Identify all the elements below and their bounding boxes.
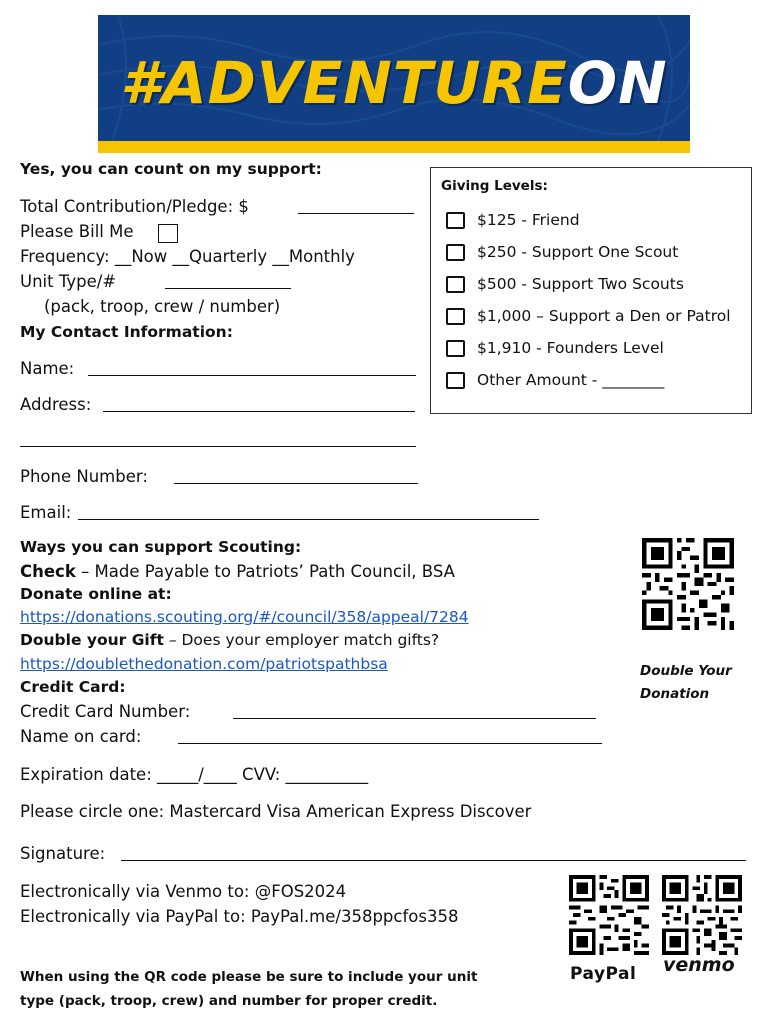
level-label: $1,910 - Founders Level: [477, 339, 664, 357]
name-on-card-label: Name on card:: [20, 727, 142, 746]
frequency-label: Frequency: __Now __Quarterly __Monthly: [20, 247, 355, 266]
level-label: $250 - Support One Scout: [477, 243, 679, 261]
contact-heading: My Contact Information:: [20, 323, 233, 341]
level-label: $1,000 – Support a Den or Patrol: [477, 307, 731, 325]
phone-field[interactable]: [174, 483, 418, 484]
banner-yellow-strip: [98, 141, 690, 153]
signature-field[interactable]: [121, 860, 746, 861]
card-type-line: Please circle one: Mastercard Visa American Express Discover: [20, 802, 532, 821]
email-field[interactable]: [78, 519, 539, 520]
double-gift-line: Double your Gift – Does your employer match gifts?: [20, 631, 440, 649]
level-checkbox[interactable]: [446, 212, 465, 229]
paypal-qr-code[interactable]: [569, 875, 649, 955]
donate-online-label: Donate online at:: [20, 585, 172, 603]
support-heading: Yes, you can count on my support:: [20, 160, 322, 178]
bill-me-label: Please Bill Me: [20, 222, 134, 241]
level-checkbox[interactable]: [446, 340, 465, 357]
adventure-on-banner: [98, 15, 690, 153]
paypal-line: Electronically via PayPal to: PayPal.me/358ppcfos358: [20, 907, 459, 926]
banner-title: #ADVENTUREON: [120, 49, 668, 117]
donate-online-link[interactable]: https://donations.scouting.org/#/council/358/appeal/7284: [20, 608, 469, 626]
level-label: Other Amount - ________: [477, 371, 665, 389]
unit-type-label: Unit Type/#: [20, 272, 117, 291]
name-on-card-field[interactable]: [178, 743, 602, 744]
footer-note-line-1: When using the QR code please be sure to include your unit: [20, 969, 478, 985]
total-contribution-label: Total Contribution/Pledge: $: [20, 197, 249, 216]
credit-card-heading: Credit Card:: [20, 678, 126, 696]
level-checkbox[interactable]: [446, 308, 465, 325]
address-label: Address:: [20, 395, 92, 414]
unit-type-field[interactable]: [165, 288, 291, 289]
level-label: $500 - Support Two Scouts: [477, 275, 684, 293]
name-label: Name:: [20, 359, 75, 378]
venmo-logo: venmo: [663, 954, 735, 976]
venmo-line: Electronically via Venmo to: @FOS2024: [20, 882, 347, 901]
double-donation-link[interactable]: https://doublethedonation.com/patriotspathbsa: [20, 655, 388, 673]
email-label: Email:: [20, 503, 72, 522]
total-contribution-field[interactable]: [298, 213, 414, 214]
check-line: Check – Made Payable to Patriots’ Path Council, BSA: [20, 562, 455, 581]
card-number-label: Credit Card Number:: [20, 702, 191, 721]
level-checkbox[interactable]: [446, 372, 465, 389]
qr-caption-line-2: Donation: [640, 686, 710, 702]
card-number-field[interactable]: [233, 718, 596, 719]
address-field[interactable]: [103, 411, 415, 412]
level-label: $125 - Friend: [477, 211, 580, 229]
level-checkbox[interactable]: [446, 244, 465, 261]
phone-label: Phone Number:: [20, 467, 148, 486]
name-field[interactable]: [88, 375, 416, 376]
level-checkbox[interactable]: [446, 276, 465, 293]
giving-levels-box: [430, 167, 752, 414]
double-donation-qr-code[interactable]: [642, 538, 734, 630]
qr-caption-line-1: Double Your: [640, 663, 732, 679]
bill-me-checkbox[interactable]: [158, 224, 178, 243]
paypal-logo: PayPal: [570, 964, 637, 984]
footer-note-line-2: type (pack, troop, crew) and number for proper credit.: [20, 993, 438, 1009]
address-field-line-2[interactable]: [20, 446, 416, 447]
ways-heading: Ways you can support Scouting:: [20, 538, 302, 556]
expiration-cvv-line: Expiration date: _____/____ CVV: __________: [20, 765, 369, 784]
venmo-qr-code[interactable]: [662, 875, 742, 955]
unit-type-hint: (pack, troop, crew / number): [44, 297, 281, 316]
giving-levels-title: Giving Levels:: [441, 178, 548, 194]
signature-label: Signature:: [20, 844, 106, 863]
